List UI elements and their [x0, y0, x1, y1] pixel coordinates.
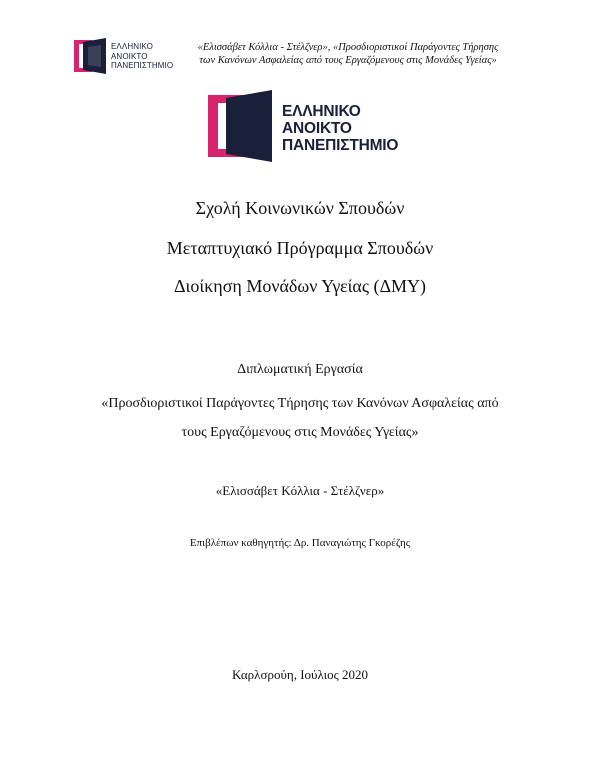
thesis-title-line: «Προσδιοριστικοί Παράγοντες Τήρησης των Κανόνων Ασφαλείας από	[101, 396, 499, 411]
running-header-line: των Κανόνων Ασφαλείας από τους Εργαζόμενους στις Μονάδες Υγείας»	[199, 54, 497, 66]
thesis-title-line: τους Εργαζόμενους στις Μονάδες Υγείας»	[181, 425, 419, 440]
header-logo-line: ΕΛΛΗΝΙΚΟ	[111, 42, 153, 51]
main-university-logo	[208, 90, 398, 162]
program-name: Μεταπτυχιακό Πρόγραμμα Σπουδών	[166, 238, 434, 258]
running-header-line: «Ελισσάβετ Κόλλια - Στέλζνερ», «Προσδιοριστικοί Παράγοντες Τήρησης	[197, 42, 499, 53]
supervisor: Επιβλέπων καθηγητής: Δρ. Παναγιώτης Γκορέζης	[189, 537, 411, 549]
main-logo-line: ΕΛΛΗΝΙΚΟ	[282, 103, 361, 120]
eap-logo-icon	[74, 38, 110, 74]
program-track: Διοίκηση Μονάδων Υγείας (ΔΜΥ)	[173, 276, 427, 296]
place-and-date: Καρλσρούη, Ιούλιος 2020	[231, 667, 369, 682]
author-name: «Ελισσάβετ Κόλλια - Στέλζνερ»	[215, 483, 385, 498]
header-logo-line: ΠΑΝΕΠΙΣΤΗΜΙΟ	[111, 61, 174, 70]
header-university-logo	[74, 38, 174, 74]
eap-main-logo-icon	[208, 90, 280, 162]
thesis-type: Διπλωματική Εργασία	[237, 362, 363, 377]
main-logo-line: ΑΝΟΙΚΤΟ	[282, 120, 352, 137]
school-name: Σχολή Κοινωνικών Σπουδών	[195, 198, 405, 218]
header-logo-line: ΑΝΟΙΚΤΟ	[111, 51, 148, 61]
running-header	[178, 42, 518, 67]
main-logo-text	[282, 103, 398, 154]
header-logo-text	[111, 42, 173, 71]
main-logo-line: ΠΑΝΕΠΙΣΤΗΜΙΟ	[282, 137, 399, 154]
